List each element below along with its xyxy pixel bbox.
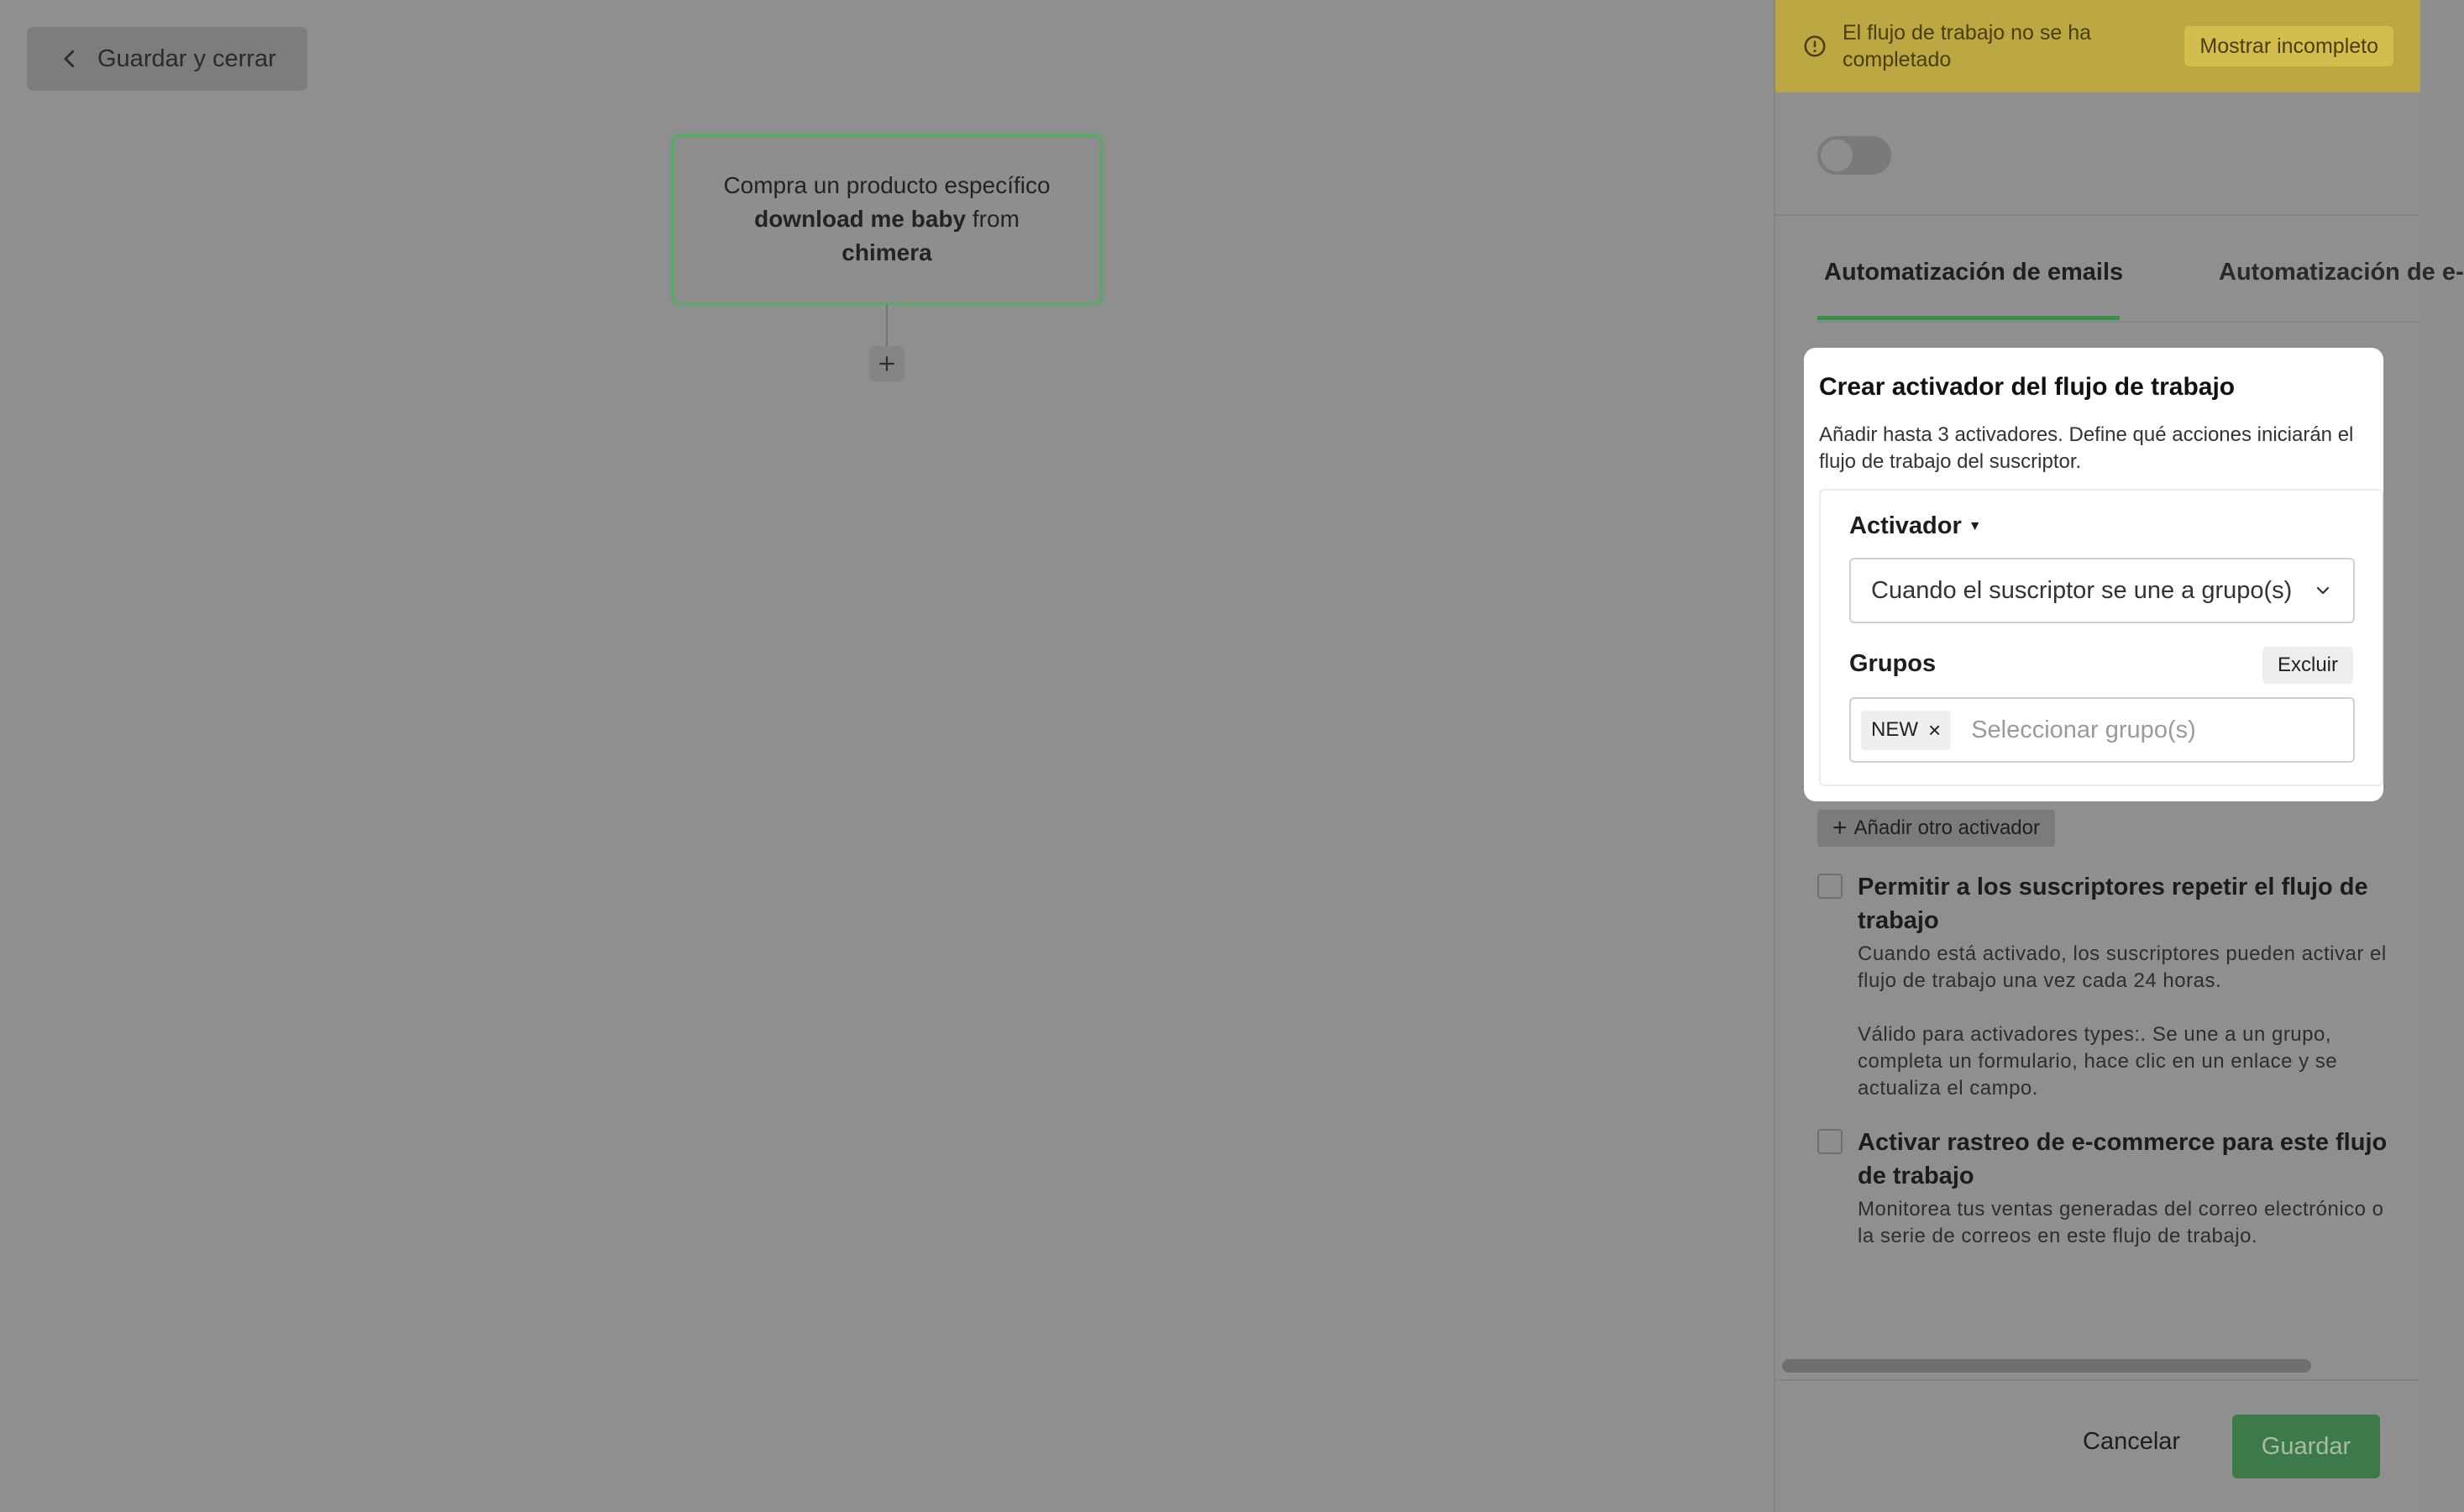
toggle-knob — [1821, 139, 1853, 171]
repeat-workflow-help-1: Cuando está activado, los suscriptores pueden activar el flujo de trabajo una vez cada 24 horas. — [1858, 942, 2387, 992]
ecommerce-tracking-title: Activar rastreo de e-commerce para este flujo de trabajo — [1858, 1129, 2388, 1189]
settings-panel — [1774, 0, 2464, 1512]
repeat-workflow-checkbox[interactable] — [1817, 874, 1843, 899]
groups-input[interactable] — [1849, 697, 2355, 763]
footer-divider — [1775, 1379, 2420, 1381]
incomplete-warning-banner — [1775, 0, 2420, 92]
ecommerce-tracking-checkbox[interactable] — [1817, 1129, 1843, 1154]
banner-message: El flujo de trabajo no se ha completado — [1843, 21, 2092, 71]
add-trigger-label: Añadir otro activador — [1853, 816, 2040, 839]
show-incomplete-button[interactable]: Mostrar incompleto — [2184, 26, 2393, 66]
trigger-settings — [1819, 489, 2383, 786]
activator-label — [1849, 512, 1982, 540]
ecommerce-tracking-help: Monitorea tus ventas generadas del correo electrónico o la serie de correos en este flujo de trabajo. — [1858, 1198, 2384, 1247]
repeat-workflow-title: Permitir a los suscriptores repetir el flujo de trabajo — [1858, 874, 2368, 934]
active-tab-indicator — [1817, 316, 2120, 320]
plus-icon — [876, 353, 898, 375]
node-connector — [886, 304, 888, 346]
save-and-close-button[interactable] — [27, 27, 307, 91]
caret-down-icon: ▼ — [1968, 519, 1982, 534]
tab-email-automation[interactable]: Automatización de emails — [1824, 259, 2124, 286]
repeat-workflow-help-2: Válido para activadores types:. Se une a un grupo, completa un formulario, hace clic en un enlace y se actualiza el campo. — [1858, 1023, 2338, 1100]
trigger-card — [1804, 348, 2383, 801]
save-button[interactable]: Guardar — [2232, 1415, 2380, 1478]
warning-icon — [1802, 34, 1827, 59]
tabs — [1817, 244, 2464, 323]
horizontal-scrollbar[interactable] — [1782, 1359, 2311, 1373]
groups-placeholder: Seleccionar grupo(s) — [1971, 716, 2196, 743]
exclude-button[interactable]: Excluir — [2262, 647, 2353, 684]
groups-label: Grupos — [1849, 650, 1937, 677]
trigger-node-product: download me baby — [754, 206, 967, 232]
activator-select-value: Cuando el suscriptor se une a grupo(s) — [1871, 576, 2293, 604]
remove-tag-icon[interactable]: × — [1928, 717, 1942, 743]
chevron-down-icon — [2313, 580, 2333, 601]
cancel-button[interactable]: Cancelar — [2083, 1428, 2181, 1455]
activator-select[interactable] — [1849, 558, 2355, 623]
trigger-card-title: Crear activador del flujo de trabajo — [1819, 373, 2236, 401]
tab-ecommerce-automation[interactable]: Automatización de e- — [2219, 259, 2464, 286]
activator-label-text: Activador — [1849, 512, 1962, 539]
group-tag-label: NEW — [1871, 718, 1918, 741]
ecommerce-tracking-option — [1817, 1126, 2397, 1250]
trigger-node-prefix: Compra un producto específico — [723, 172, 1051, 198]
group-tag — [1861, 711, 1951, 750]
workflow-enable-toggle[interactable] — [1817, 136, 1891, 175]
trigger-node-store: chimera — [841, 239, 932, 265]
save-and-close-label: Guardar y cerrar — [97, 45, 276, 72]
trigger-node-from: from — [972, 206, 1020, 232]
chevron-left-icon — [57, 46, 82, 71]
trigger-card-description: Añadir hasta 3 activadores. Define qué acciones iniciarán el flujo de trabajo del suscriptor. — [1819, 423, 2354, 473]
trigger-node-text — [708, 169, 1066, 270]
repeat-workflow-option — [1817, 870, 2397, 1102]
trigger-node[interactable] — [672, 134, 1102, 304]
divider — [1775, 214, 2420, 216]
add-trigger-button[interactable] — [1817, 810, 2055, 847]
plus-icon: + — [1832, 814, 1848, 842]
add-step-button[interactable] — [869, 346, 904, 381]
